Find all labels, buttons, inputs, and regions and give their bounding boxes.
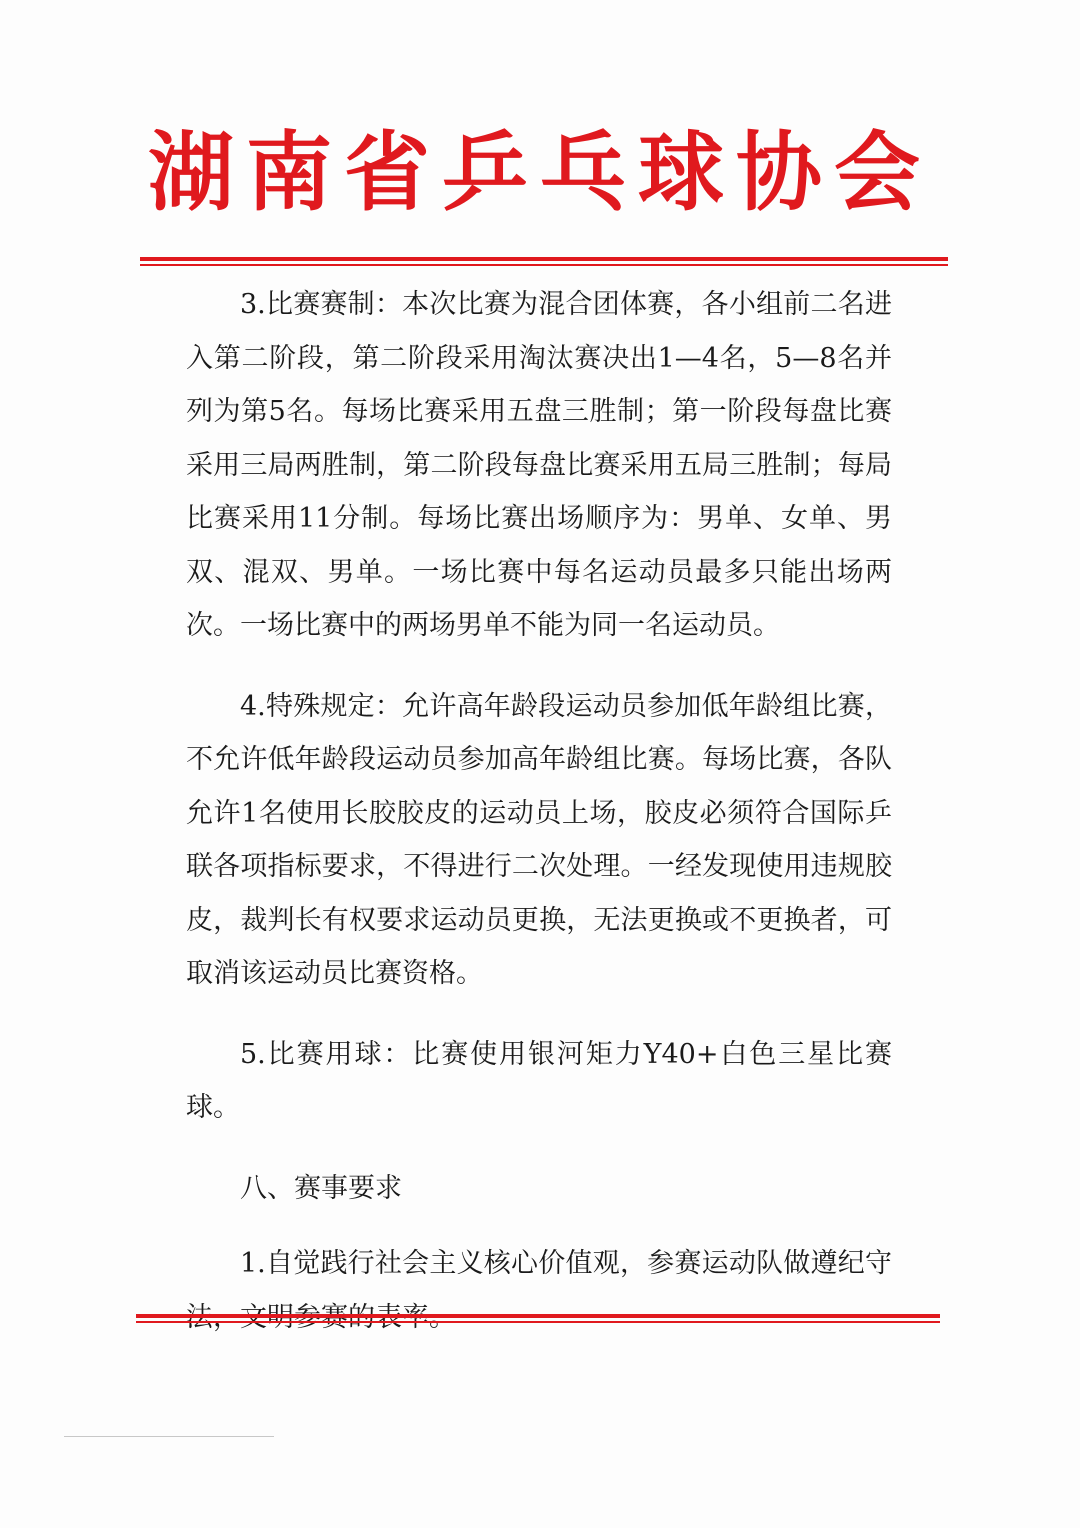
divider-thick-line: [140, 257, 948, 261]
paragraph-match-ball: 5.比赛用球：比赛使用银河矩力Y40+白色三星比赛球。: [186, 1038, 892, 1123]
document-body: [186, 278, 892, 1371]
divider-thin-line: [140, 264, 948, 266]
paragraph-competition-format: 3.比赛赛制：本次比赛为混合团体赛，各小组前二名进入第二阶段，第二阶段采用淘汰赛决出1—4名，5—8名并列为第5名。每场比赛采用五盘三胜制；第一阶段每盘比赛采用三局两胜制，第二阶段每盘比赛采用五局三胜制；每局比赛采用11分制。每场比赛出场顺序为：男单、女单、男双、混双、男单。一场比赛中每名运动员最多只能出场两次。一场比赛中的两场男单不能为同一名运动员。: [186, 289, 892, 641]
letterhead-title: 湖南省乒乓球协会: [148, 122, 932, 223]
divider-thin-line: [136, 1321, 940, 1323]
section-heading-event-requirements: 八、赛事要求: [240, 1172, 402, 1204]
paragraph-special-rules: 4.特殊规定：允许高年龄段运动员参加低年龄组比赛，不允许低年龄段运动员参加高年龄组比赛。每场比赛，各队允许1名使用长胶胶皮的运动员上场，胶皮必须符合国际乒联各项指标要求，不得进行二次处理。一经发现使用违规胶皮，裁判长有权要求运动员更换，无法更换或不更换者，可取消该运动员比赛资格。: [186, 690, 892, 989]
scan-edge-mark: [64, 1436, 274, 1437]
divider-thick-line: [136, 1314, 940, 1318]
paragraph-core-values: 1.自觉践行社会主义核心价值观，参赛运动队做遵纪守: [240, 1248, 892, 1279]
